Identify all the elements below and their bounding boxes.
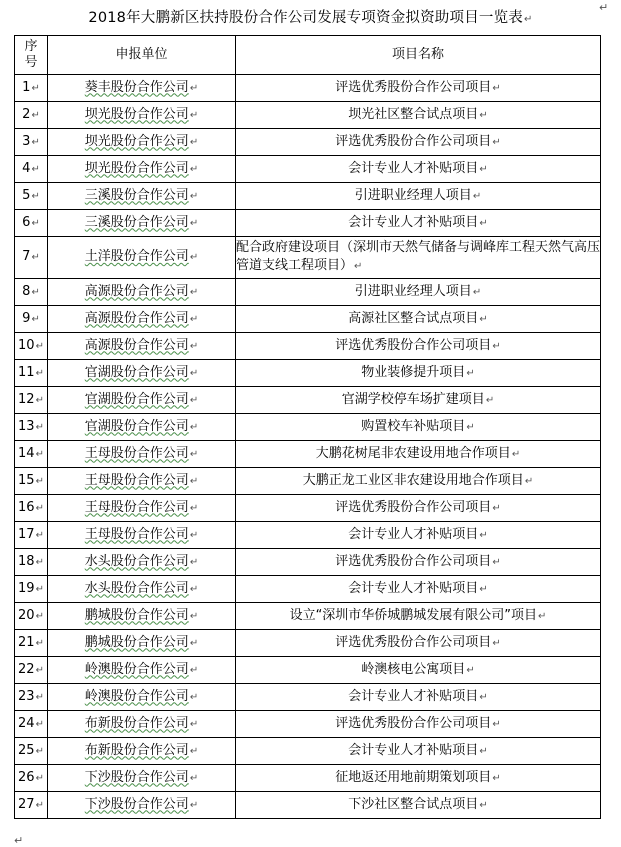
cell-unit [48,630,236,657]
cell-unit [48,414,236,441]
cell-end-mark: ↵ [31,190,40,202]
cell-end-mark: ↵ [189,745,199,757]
cell-end-mark: ↵ [35,610,44,622]
table-row [15,468,601,495]
cell-project [236,711,601,738]
cell-seq-text: 19 [18,580,35,596]
cell-seq-text: 2 [22,106,31,122]
cell-project-text: 岭澳核电公寓项目 [361,661,466,677]
cell-project-text: 大鹏花树尾非农建设用地合作项目 [315,445,511,461]
cell-unit [48,549,236,576]
cell-project [236,306,601,333]
cell-end-mark: ↵ [35,394,44,406]
cell-unit-text: 鹏城股份合作公司 [84,634,189,650]
cell-end-mark: ↵ [189,637,199,649]
table-row [15,360,601,387]
table-row [15,333,601,360]
cell-project-text: 征地返还用地前期策划项目 [335,769,492,785]
cell-project-text: 会计专业人才补贴项目 [348,526,479,542]
cell-unit [48,75,236,102]
cell-unit-text: 下沙股份合作公司 [84,769,189,785]
cell-end-mark: ↵ [35,340,44,352]
table-header-row [15,36,601,75]
cell-unit-text: 高源股份合作公司 [84,337,189,353]
table-row [15,738,601,765]
cell-unit-text: 葵丰股份合作公司 [84,79,189,95]
cell-seq-text: 9 [22,310,31,326]
cell-end-mark: ↵ [492,637,501,649]
cell-unit-text: 鹏城股份合作公司 [84,607,189,623]
cell-end-mark: ↵ [31,109,40,121]
cell-seq [15,156,48,183]
cell-project [236,333,601,360]
cell-unit-text: 王母股份合作公司 [84,526,189,542]
cell-end-mark: ↵ [492,502,501,514]
cell-unit [48,657,236,684]
cell-end-mark: ↵ [479,529,488,541]
cell-seq-text: 11 [18,364,35,380]
cell-end-mark: ↵ [479,691,488,703]
cell-end-mark: ↵ [479,745,488,757]
cell-seq [15,576,48,603]
cell-project-text: 会计专业人才补贴项目 [348,214,479,230]
cell-end-mark: ↵ [466,367,475,379]
cell-end-mark: ↵ [189,190,199,202]
cell-seq-text: 12 [18,391,35,407]
cell-end-mark: ↵ [31,136,40,148]
cell-project [236,792,601,819]
table-row [15,414,601,441]
table-row [15,765,601,792]
cell-unit [48,495,236,522]
cell-seq [15,738,48,765]
table-row [15,129,601,156]
cell-seq [15,75,48,102]
cell-end-mark: ↵ [35,367,44,379]
cell-unit [48,237,236,279]
cell-project-text: 评选优秀股份合作公司项目 [335,133,492,149]
table-row [15,657,601,684]
cell-unit [48,306,236,333]
paragraph-mark-top: ↵ [599,1,609,14]
cell-end-mark: ↵ [189,367,199,379]
cell-end-mark: ↵ [35,556,44,568]
cell-unit-text: 土洋股份合作公司 [84,249,189,264]
cell-project-text: 会计专业人才补贴项目 [348,580,479,596]
cell-unit-text: 三溪股份合作公司 [84,187,189,203]
cell-unit-text: 水头股份合作公司 [84,580,189,596]
cell-end-mark: ↵ [479,217,488,229]
cell-end-mark: ↵ [189,610,199,622]
cell-end-mark: ↵ [189,718,199,730]
cell-end-mark: ↵ [189,82,199,94]
cell-end-mark: ↵ [189,448,199,460]
cell-end-mark: ↵ [479,799,488,811]
cell-project [236,495,601,522]
cell-end-mark: ↵ [35,475,44,487]
cell-project [236,414,601,441]
cell-project-text: 设立“深圳市华侨城鹏城发展有限公司”项目 [289,607,538,623]
cell-seq-text: 3 [22,133,31,149]
cell-seq [15,792,48,819]
table-row [15,549,601,576]
cell-project-text: 大鹏正龙工业区非农建设用地合作项目 [302,472,524,488]
cell-project [236,549,601,576]
cell-end-mark: ↵ [189,799,199,811]
cell-seq-text: 1 [22,79,31,95]
cell-project [236,102,601,129]
cell-end-mark: ↵ [189,556,199,568]
cell-end-mark: ↵ [479,583,488,595]
cell-project [236,210,601,237]
cell-project [236,657,601,684]
cell-end-mark: ↵ [35,799,44,811]
cell-end-mark: ↵ [492,340,501,352]
cell-unit-text: 岭澳股份合作公司 [84,688,189,704]
cell-seq-text: 17 [18,526,35,542]
cell-seq [15,684,48,711]
cell-end-mark: ↵ [35,745,44,757]
cell-unit [48,183,236,210]
header-seq-line1: 序 [24,39,38,54]
cell-unit-text: 官湖股份合作公司 [84,391,189,407]
cell-end-mark: ↵ [35,718,44,730]
cell-seq [15,711,48,738]
title-text: 2018年大鹏新区扶持股份合作公司发展专项资金拟资助项目一览表 [88,10,523,26]
cell-seq [15,630,48,657]
page-title [0,6,621,27]
paragraph-mark: ↵ [524,14,533,25]
cell-unit-text: 坝光股份合作公司 [84,133,189,149]
cell-end-mark: ↵ [492,82,501,94]
cell-end-mark: ↵ [189,475,199,487]
cell-seq-text: 4 [22,160,31,176]
cell-unit-text: 王母股份合作公司 [84,445,189,461]
cell-unit [48,441,236,468]
cell-seq-text: 18 [18,553,35,569]
cell-project [236,237,601,279]
cell-project-text: 评选优秀股份合作公司项目 [335,634,492,650]
cell-seq [15,468,48,495]
cell-seq-text: 22 [18,661,35,677]
cell-seq [15,387,48,414]
cell-seq-text: 7 [22,249,31,264]
cell-seq-text: 24 [18,715,35,731]
cell-unit-text: 官湖股份合作公司 [84,418,189,434]
cell-unit [48,279,236,306]
cell-end-mark: ↵ [189,313,199,325]
cell-project-text: 评选优秀股份合作公司项目 [335,715,492,731]
cell-project-text: 官湖学校停车场扩建项目 [341,391,485,407]
cell-seq-text: 25 [18,742,35,758]
cell-seq [15,522,48,549]
cell-project-text: 评选优秀股份合作公司项目 [335,553,492,569]
cell-end-mark: ↵ [189,421,199,433]
cell-seq-text: 16 [18,499,35,515]
cell-end-mark: ↵ [472,190,482,202]
cell-end-mark: ↵ [492,556,501,568]
cell-end-mark: ↵ [485,394,495,406]
cell-end-mark: ↵ [35,583,44,595]
cell-unit-text: 下沙股份合作公司 [84,796,189,812]
header-unit [48,36,236,75]
cell-seq [15,765,48,792]
cell-project [236,468,601,495]
cell-end-mark: ↵ [35,772,44,784]
cell-end-mark: ↵ [189,340,199,352]
cell-unit-text: 王母股份合作公司 [84,472,189,488]
cell-seq-text: 6 [22,214,31,230]
cell-unit [48,156,236,183]
cell-end-mark: ↵ [31,82,40,94]
cell-seq [15,306,48,333]
cell-end-mark: ↵ [479,163,488,175]
cell-end-mark: ↵ [35,529,44,541]
cell-project [236,576,601,603]
table-row [15,102,601,129]
cell-project [236,183,601,210]
cell-end-mark: ↵ [31,313,40,325]
cell-end-mark: ↵ [31,252,40,263]
cell-unit [48,387,236,414]
cell-seq-text: 20 [18,607,35,623]
cell-unit-text: 王母股份合作公司 [84,499,189,515]
cell-unit-text: 三溪股份合作公司 [84,214,189,230]
cell-unit [48,468,236,495]
cell-project-text: 配合政府建设项目（深圳市天然气储备与调峰库工程天然气高压管道支线工程项目） [236,240,601,273]
cell-project-text: 引进职业经理人项目 [354,187,472,203]
cell-end-mark: ↵ [492,718,501,730]
cell-end-mark: ↵ [35,691,44,703]
cell-end-mark: ↵ [189,217,199,229]
cell-project-text: 评选优秀股份合作公司项目 [335,337,492,353]
paragraph-mark-end: ↵ [14,834,24,847]
cell-end-mark: ↵ [354,261,363,272]
cell-unit-text: 坝光股份合作公司 [84,160,189,176]
cell-unit-text: 水头股份合作公司 [84,553,189,569]
cell-project [236,75,601,102]
cell-end-mark: ↵ [189,502,199,514]
table-row [15,75,601,102]
cell-end-mark: ↵ [479,313,488,325]
cell-unit [48,684,236,711]
cell-project-text: 会计专业人才补贴项目 [348,742,479,758]
cell-project-text: 会计专业人才补贴项目 [348,688,479,704]
cell-end-mark: ↵ [466,664,475,676]
cell-project [236,630,601,657]
cell-end-mark: ↵ [31,163,40,175]
cell-end-mark: ↵ [466,421,475,433]
cell-unit-text: 岭澳股份合作公司 [84,661,189,677]
header-project [236,36,601,75]
cell-seq [15,603,48,630]
cell-project [236,387,601,414]
cell-seq [15,183,48,210]
cell-seq-text: 27 [18,796,35,812]
header-unit-label: 申报单位 [115,47,168,62]
cell-end-mark: ↵ [189,136,199,148]
cell-unit [48,210,236,237]
cell-end-mark: ↵ [189,691,199,703]
cell-project [236,738,601,765]
cell-end-mark: ↵ [189,163,199,175]
header-project-label: 项目名称 [391,47,444,62]
cell-seq [15,495,48,522]
cell-unit [48,765,236,792]
cell-unit [48,738,236,765]
cell-end-mark: ↵ [189,529,199,541]
cell-end-mark: ↵ [538,610,547,622]
cell-end-mark: ↵ [31,217,40,229]
cell-seq [15,333,48,360]
cell-end-mark: ↵ [35,664,44,676]
cell-project [236,684,601,711]
cell-seq-text: 26 [18,769,35,785]
cell-project-text: 下沙社区整合试点项目 [348,796,479,812]
cell-project [236,360,601,387]
cell-seq [15,549,48,576]
cell-seq-text: 8 [22,283,31,299]
cell-unit-text: 官湖股份合作公司 [84,364,189,380]
cell-seq [15,441,48,468]
cell-end-mark: ↵ [35,637,44,649]
cell-end-mark: ↵ [189,394,199,406]
cell-unit [48,522,236,549]
cell-project-text: 引进职业经理人项目 [354,283,472,299]
cell-project [236,279,601,306]
cell-end-mark: ↵ [189,109,199,121]
cell-end-mark: ↵ [35,448,44,460]
cell-unit [48,792,236,819]
table-row [15,630,601,657]
cell-project [236,156,601,183]
cell-unit [48,129,236,156]
cell-project-text: 评选优秀股份合作公司项目 [335,499,492,515]
cell-end-mark: ↵ [511,448,521,460]
cell-end-mark: ↵ [189,252,199,263]
cell-project-text: 评选优秀股份合作公司项目 [335,79,492,95]
table-row [15,711,601,738]
cell-seq-text: 21 [18,634,35,650]
cell-end-mark: ↵ [492,772,501,784]
cell-end-mark: ↵ [524,475,534,487]
cell-seq [15,237,48,279]
table-row [15,603,601,630]
cell-seq [15,414,48,441]
cell-unit-text: 布新股份合作公司 [84,742,189,758]
cell-seq-text: 14 [18,445,35,461]
cell-seq [15,102,48,129]
cell-unit-text: 布新股份合作公司 [84,715,189,731]
cell-project [236,765,601,792]
cell-end-mark: ↵ [35,421,44,433]
table-row [15,210,601,237]
cell-seq [15,129,48,156]
cell-project-text: 坝光社区整合试点项目 [348,106,479,122]
cell-unit-text: 高源股份合作公司 [84,310,189,326]
cell-seq-text: 23 [18,688,35,704]
cell-end-mark: ↵ [492,136,501,148]
cell-end-mark: ↵ [35,502,44,514]
cell-project-text: 会计专业人才补贴项目 [348,160,479,176]
table-row [15,684,601,711]
table-row [15,237,601,279]
table-row [15,792,601,819]
header-seq-line2: 号 [24,55,38,70]
table-row [15,522,601,549]
cell-unit [48,360,236,387]
cell-seq [15,360,48,387]
cell-seq [15,210,48,237]
cell-seq [15,279,48,306]
cell-end-mark: ↵ [189,286,199,298]
cell-end-mark: ↵ [189,772,199,784]
cell-project [236,603,601,630]
table-row [15,279,601,306]
cell-unit [48,576,236,603]
cell-unit-text: 坝光股份合作公司 [84,106,189,122]
cell-seq-text: 13 [18,418,35,434]
cell-end-mark: ↵ [31,286,40,298]
cell-seq-text: 15 [18,472,35,488]
table-row [15,306,601,333]
cell-unit [48,603,236,630]
cell-end-mark: ↵ [472,286,482,298]
cell-seq-text: 10 [18,337,35,353]
cell-project [236,129,601,156]
cell-seq-text: 5 [22,187,31,203]
projects-table [14,35,601,819]
table-row [15,156,601,183]
table-row [15,183,601,210]
cell-project [236,441,601,468]
cell-end-mark: ↵ [189,664,199,676]
table-row [15,576,601,603]
cell-end-mark: ↵ [479,109,488,121]
table-row [15,441,601,468]
cell-project-text: 物业装修提升项目 [361,364,466,380]
table-row [15,495,601,522]
cell-end-mark: ↵ [189,583,199,595]
table-row [15,387,601,414]
cell-unit [48,711,236,738]
cell-project-text: 购置校车补贴项目 [361,418,466,434]
cell-seq [15,657,48,684]
cell-unit-text: 高源股份合作公司 [84,283,189,299]
cell-unit [48,333,236,360]
cell-unit [48,102,236,129]
header-seq [15,36,48,75]
cell-project-text: 高源社区整合试点项目 [348,310,479,326]
cell-project [236,522,601,549]
